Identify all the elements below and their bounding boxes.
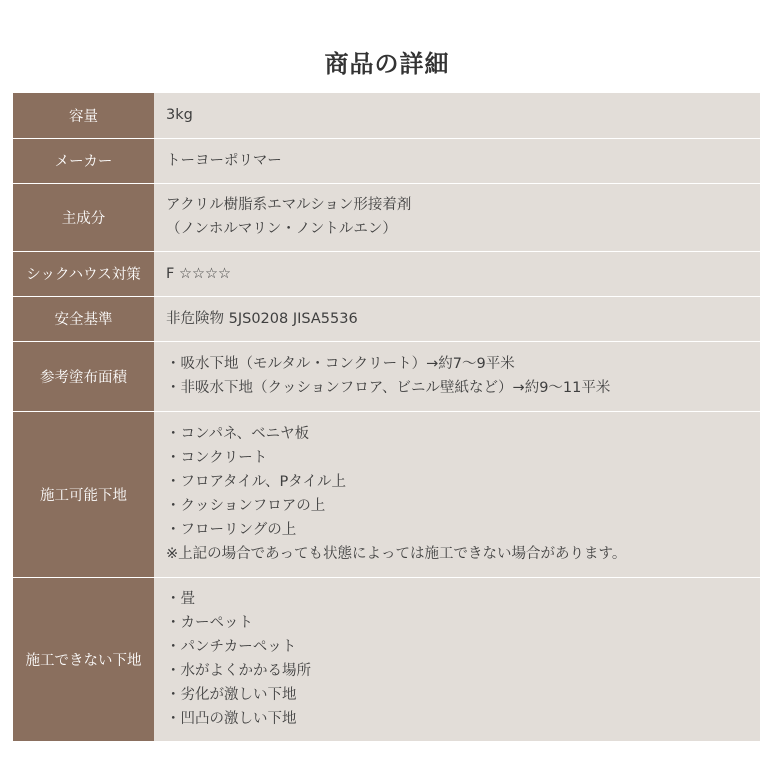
row-label: シックハウス対策	[13, 251, 154, 296]
table-row	[13, 577, 760, 741]
row-value	[154, 296, 760, 341]
row-label: メーカー	[13, 138, 154, 183]
row-label: 主成分	[13, 183, 154, 251]
table-row	[13, 411, 760, 577]
value-line: アクリル樹脂系エマルション形接着剤	[166, 197, 412, 213]
value-line: ・カーペット	[166, 615, 253, 632]
value-line: ・畳	[166, 591, 195, 608]
value-line: 3kg	[166, 107, 193, 124]
table-row	[13, 93, 760, 138]
row-label: 施工可能下地	[13, 411, 154, 577]
row-value	[154, 341, 760, 411]
value-line: ・凹凸の激しい下地	[166, 711, 297, 728]
row-label: 安全基準	[13, 296, 154, 341]
value-line: トーヨーポリマー	[166, 152, 282, 169]
row-label: 参考塗布面積	[13, 341, 154, 411]
value-line: 非危険物 5JS0208 JISA5536	[166, 310, 358, 327]
table-row	[13, 138, 760, 183]
value-line: ・水がよくかかる場所	[166, 663, 311, 680]
table-row	[13, 296, 760, 341]
value-line: F ☆☆☆☆	[166, 265, 231, 282]
row-label: 施工できない下地	[13, 577, 154, 741]
value-line: ・パンチカーペット	[166, 639, 297, 656]
table-row	[13, 341, 760, 411]
row-value	[154, 577, 760, 741]
value-line: ・クッションフロアの上	[166, 498, 326, 514]
row-value	[154, 93, 760, 138]
product-details-table	[13, 93, 760, 741]
value-line: ・非吸水下地（クッションフロア、ビニル壁紙など）→約9〜11平米	[166, 380, 611, 396]
row-value	[154, 411, 760, 577]
page-title: 商品の詳細	[324, 50, 450, 78]
value-line: ・吸水下地（モルタル・コンクリート）→約7〜9平米	[166, 356, 515, 372]
value-line: ・劣化が激しい下地	[166, 687, 297, 704]
table-row	[13, 251, 760, 296]
row-value	[154, 251, 760, 296]
table-row	[13, 183, 760, 251]
value-line: ・コンクリート	[166, 450, 268, 466]
row-label: 容量	[13, 93, 154, 138]
value-line: ※上記の場合であっても状態によっては施工できない場合があります。	[166, 546, 627, 562]
value-line: ・フローリングの上	[166, 522, 297, 538]
value-line: （ノンホルマリン・ノントルエン）	[166, 221, 397, 237]
row-value	[154, 138, 760, 183]
row-value	[154, 183, 760, 251]
value-line: ・コンパネ、ベニヤ板	[166, 426, 310, 442]
value-line: ・フロアタイル、Pタイル上	[166, 474, 346, 490]
